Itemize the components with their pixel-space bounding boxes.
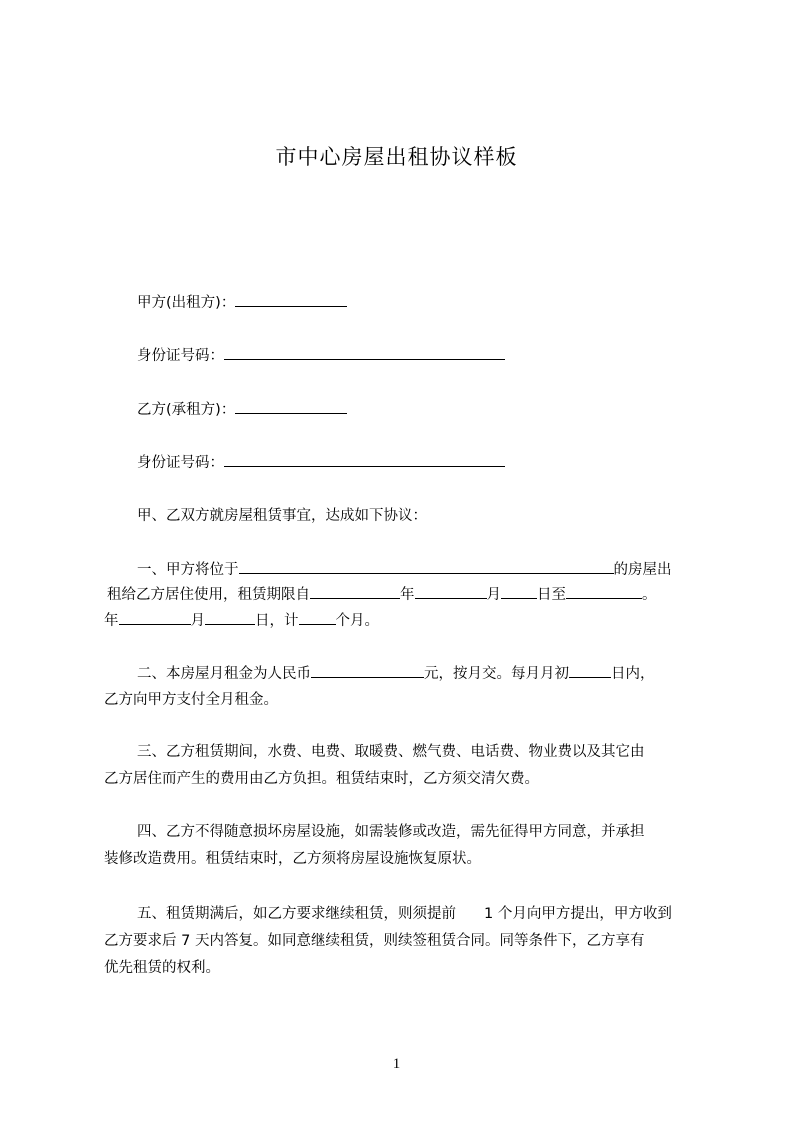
document-title: 市中心房屋出租协议样板 xyxy=(275,145,518,169)
clause3-line2: 乙方居住而产生的费用由乙方负担。租赁结束时，乙方须交清欠费。 xyxy=(104,771,539,787)
party-b-label: 乙方(承租方)： xyxy=(137,402,236,418)
clause1-text-c: 租给乙方居住使用，租赁期限自 xyxy=(107,587,310,603)
clause2-line2: 乙方向甲方支付全月租金。 xyxy=(104,692,278,708)
clause1-text-j: 日，计 xyxy=(255,613,299,629)
clause5-line1 xyxy=(137,904,672,924)
party-a-line xyxy=(137,292,347,313)
clause2-rent-blank[interactable] xyxy=(311,663,424,678)
party-a-label: 甲方(出租方)： xyxy=(137,295,236,311)
id-b-line xyxy=(137,452,505,473)
clause3-line1: 三、乙方租赁期间，水费、电费、取暖费、燃气费、电话费、物业费以及其它由 xyxy=(137,744,645,760)
clause1-end-year-blank[interactable] xyxy=(566,584,642,599)
intro-line: 甲、乙双方就房屋租赁事宜，达成如下协议： xyxy=(137,508,427,524)
clause4-line2: 装修改造费用。租赁结束时，乙方须将房屋设施恢复原状。 xyxy=(104,851,481,867)
clause2-line1 xyxy=(137,663,655,684)
id-a-blank[interactable] xyxy=(224,345,505,360)
clause1-text-e: 月 xyxy=(486,587,501,603)
clause5-text-b: 1 个月向甲方提出，甲方收到 xyxy=(484,906,672,922)
clause2-text-a: 二、本房屋月租金为人民币 xyxy=(137,666,311,682)
clause1-end-month-blank[interactable] xyxy=(119,610,191,625)
clause1-line1 xyxy=(137,559,672,580)
page-number: 1 xyxy=(392,1056,401,1072)
party-a-blank[interactable] xyxy=(235,292,347,307)
party-b-blank[interactable] xyxy=(235,399,347,414)
clause5-line3: 优先租赁的权利。 xyxy=(104,960,220,976)
clause1-text-k: 个月。 xyxy=(335,613,379,629)
id-a-label: 身份证号码： xyxy=(137,348,224,364)
clause1-end-day-blank[interactable] xyxy=(205,610,255,625)
clause2-text-c: 日内， xyxy=(611,666,655,682)
clause1-text-i: 月 xyxy=(190,613,205,629)
clause1-text-f: 日至 xyxy=(537,587,566,603)
clause1-line2 xyxy=(107,584,657,605)
clause2-days-blank[interactable] xyxy=(569,663,611,678)
id-b-label: 身份证号码： xyxy=(137,455,224,471)
id-a-line xyxy=(137,345,505,366)
clause1-start-year-blank[interactable] xyxy=(310,584,400,599)
party-b-line xyxy=(137,399,347,420)
clause5-text-a: 五、租赁期满后，如乙方要求继续租赁，则须提前 xyxy=(137,906,456,922)
clause1-text-g: 。 xyxy=(642,587,657,603)
clause2-text-b: 元，按月交。每月月初 xyxy=(424,666,569,682)
id-b-blank[interactable] xyxy=(224,452,505,467)
clause5-line2: 乙方要求后 7 天内答复。如同意继续租赁，则续签租赁合同。同等条件下，乙方享有 xyxy=(104,933,645,949)
clause4-line1: 四、乙方不得随意损坏房屋设施，如需装修或改造，需先征得甲方同意，并承担 xyxy=(137,824,645,840)
clause1-start-month-blank[interactable] xyxy=(415,584,487,599)
clause1-text-d: 年 xyxy=(400,587,415,603)
clause1-text-h: 年 xyxy=(104,613,119,629)
clause1-location-blank[interactable] xyxy=(239,559,614,574)
clause1-text-a: 一、甲方将位于 xyxy=(137,562,239,578)
clause1-start-day-blank[interactable] xyxy=(501,584,537,599)
clause1-months-blank[interactable] xyxy=(299,610,336,625)
clause1-line3 xyxy=(104,610,379,631)
clause1-text-b: 的房屋出 xyxy=(613,562,672,578)
